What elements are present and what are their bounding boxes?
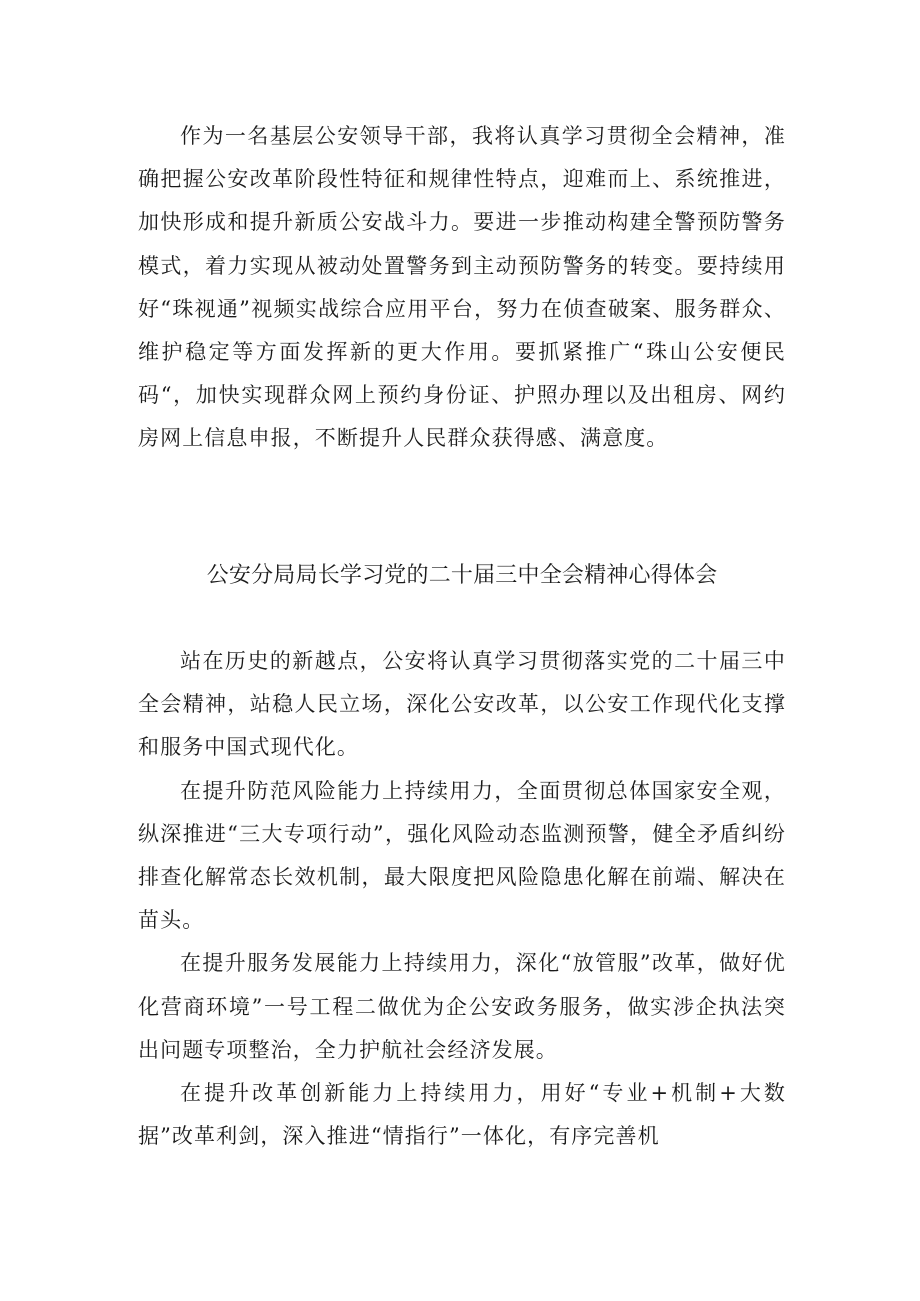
article-body xyxy=(138,640,786,1158)
body-paragraph: 在提升服务发展能力上持续用力，深化“放管服”改革，做好优化营商环境”一号工程二做优为企公安政务服务，做实涉企执法突出问题专项整治，全力护航社会经济发展。 xyxy=(138,951,786,1062)
intro-section xyxy=(138,115,786,461)
body-paragraph: 站在历史的新越点，公安将认真学习贯彻落实党的二十届三中全会精神，站稳人民立场，深化公安改革，以公安工作现代化支撑和服务中国式现代化。 xyxy=(138,649,786,760)
body-paragraph: 在提升防范风险能力上持续用力，全面贯彻总体国家安全观，纵深推进“三大专项行动”，强化风险动态监测预警，健全矛盾纠纷排查化解常态长效机制，最大限度把风险隐患化解在前端、解决在苗头。 xyxy=(138,778,786,933)
body-paragraph: 在提升改革创新能力上持续用力，用好“专业+机制+大数据”改革利剑，深入推进“情指行”一体化，有序完善机 xyxy=(138,1081,786,1149)
article-title: 公安分局局长学习党的二十届三中全会精神心得体会 xyxy=(206,563,718,588)
intro-paragraph: 作为一名基层公安领导干部，我将认真学习贯彻全会精神，准确把握公安改革阶段性特征和规律性特点，迎难而上、系统推进，加快形成和提升新质公安战斗力。要进一步推动构建全警预防警务模式，着力实现从被动处置警务到主动预防警务的转变。要持续用好“珠视通”视频实战综合应用平台，努力在侦查破案、服务群众、维护稳定等方面发挥新的更大作用。要抓紧推广“珠山公安便民码“，加快实现群众网上预约身份证、护照办理以及出租房、网约房网上信息申报，不断提升人民群众获得感、满意度。 xyxy=(138,124,786,451)
